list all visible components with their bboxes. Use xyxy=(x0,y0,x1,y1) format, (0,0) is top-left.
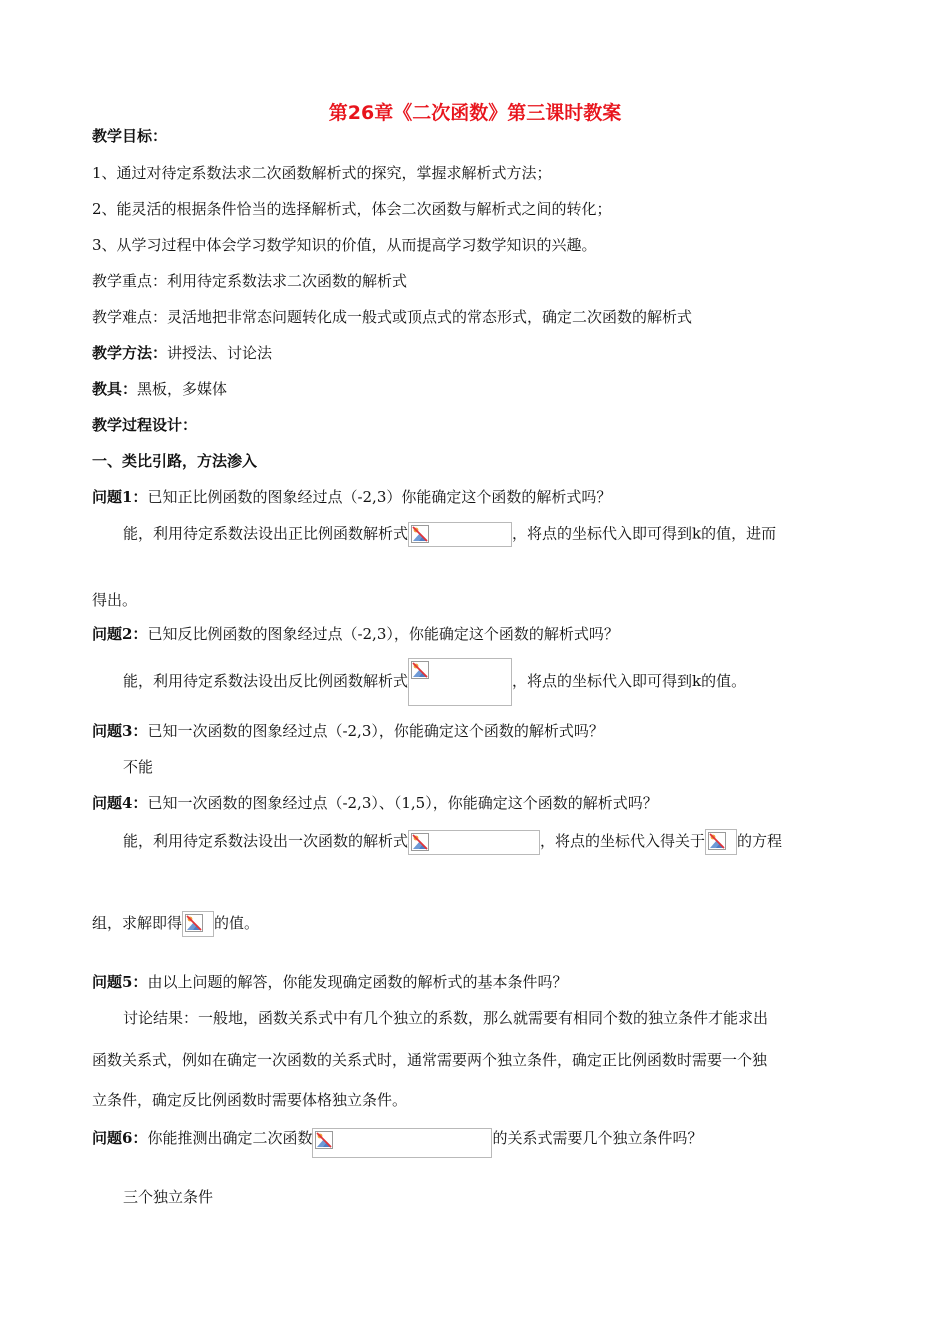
question-1-answer xyxy=(123,522,776,547)
question-label: 问题2： xyxy=(92,625,148,643)
key-point: 教学重点：利用待定系数法求二次函数的解析式 xyxy=(92,272,408,290)
question-4-answer-end xyxy=(92,911,259,937)
question-label: 问题6： xyxy=(92,1129,148,1147)
objectives-heading: 教学目标： xyxy=(92,127,168,145)
teaching-tools xyxy=(92,379,227,399)
answer-text: 能，利用待定系数法设出一次函数的解析式 xyxy=(123,832,409,850)
answer-text: ，将点的坐标代入即可得到k的值，进而 xyxy=(512,524,777,543)
answer-text: ，将点的坐标代入即可得到k的值。 xyxy=(512,672,747,690)
objective-item: 2、能灵活的根据条件恰当的选择解析式，体会二次函数与解析式之间的转化； xyxy=(92,200,612,218)
answer-text: 能，利用待定系数法设出反比例函数解析式 xyxy=(123,672,409,690)
question-5 xyxy=(92,972,567,992)
formula-image xyxy=(182,911,214,937)
question-4 xyxy=(92,793,658,813)
question-6 xyxy=(92,1128,702,1158)
formula-image xyxy=(408,658,512,706)
question-label: 问题1： xyxy=(92,488,148,506)
broken-image-icon xyxy=(708,832,726,850)
answer-text: 能，利用待定系数法设出正比例函数解析式 xyxy=(123,524,409,543)
question-label: 问题3： xyxy=(92,722,148,740)
question-label: 问题4： xyxy=(92,794,148,812)
process-heading: 教学过程设计： xyxy=(92,416,198,434)
difficulty: 教学难点：灵活地把非常态问题转化成一般式或顶点式的常态形式，确定二次函数的解析式 xyxy=(92,308,693,326)
question-text: 已知正比例函数的图象经过点（-2,3）你能确定这个函数的解析式吗？ xyxy=(147,488,612,506)
question-6-answer: 三个独立条件 xyxy=(123,1188,214,1206)
discussion-line: 立条件，确定反比例函数时需要体格独立条件。 xyxy=(92,1091,408,1109)
question-label: 问题5： xyxy=(92,973,148,991)
formula-image xyxy=(408,830,540,855)
question-text: 已知一次函数的图象经过点（-2,3），你能确定这个函数的解析式吗？ xyxy=(147,722,604,740)
question-2 xyxy=(92,624,619,644)
discussion-line: 讨论结果：一般地，函数关系式中有几个独立的系数，那么就需要有相同个数的独立条件才能求出 xyxy=(123,1009,769,1027)
question-3 xyxy=(92,721,604,741)
discussion-line: 函数关系式，例如在确定一次函数的关系式时，通常需要两个独立条件，确定正比例函数时需要一个独 xyxy=(92,1051,768,1069)
broken-image-icon xyxy=(185,914,203,932)
broken-image-icon xyxy=(411,833,429,851)
question-text: 你能推测出确定二次函数 xyxy=(147,1129,313,1147)
question-text: 由以上问题的解答，你能发现确定函数的解析式的基本条件吗？ xyxy=(147,973,568,991)
teaching-method-label: 教学方法： xyxy=(92,344,168,362)
document-title: 第26章《二次函数》第三课时教案 xyxy=(328,102,622,124)
answer-text: 的值。 xyxy=(214,914,260,932)
question-text: 的关系式需要几个独立条件吗？ xyxy=(492,1129,703,1147)
objective-item: 3、从学习过程中体会学习数学知识的价值，从而提高学习数学知识的兴趣。 xyxy=(92,236,597,254)
broken-image-icon xyxy=(411,525,429,543)
answer-text: 的方程 xyxy=(737,832,783,850)
question-text: 已知一次函数的图象经过点（-2,3）、（1,5），你能确定这个函数的解析式吗？ xyxy=(147,794,658,812)
broken-image-icon xyxy=(315,1131,333,1149)
answer-text: 组，求解即得 xyxy=(92,914,183,932)
formula-image xyxy=(408,522,512,547)
teaching-method-text: 讲授法、讨论法 xyxy=(167,344,273,362)
question-1-answer-end: 得出。 xyxy=(92,591,138,609)
formula-image xyxy=(705,829,737,855)
objective-item: 1、通过对待定系数法求二次函数解析式的探究，掌握求解析式方法； xyxy=(92,164,552,182)
teaching-method xyxy=(92,343,272,363)
teaching-tools-label: 教具： xyxy=(92,380,138,398)
section-heading: 一、类比引路，方法渗入 xyxy=(92,452,258,470)
teaching-tools-text: 黑板，多媒体 xyxy=(137,380,228,398)
broken-image-icon xyxy=(411,661,429,679)
formula-image xyxy=(312,1128,492,1158)
question-4-answer xyxy=(123,829,782,855)
answer-text: ，将点的坐标代入得关于 xyxy=(540,832,706,850)
question-text: 已知反比例函数的图象经过点（-2,3），你能确定这个函数的解析式吗？ xyxy=(147,625,619,643)
question-2-answer xyxy=(123,658,746,706)
question-1 xyxy=(92,487,611,507)
question-3-answer: 不能 xyxy=(123,758,154,776)
